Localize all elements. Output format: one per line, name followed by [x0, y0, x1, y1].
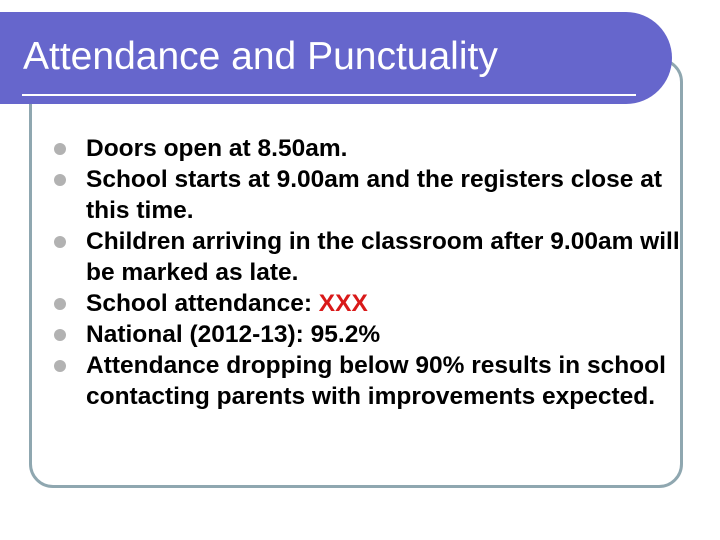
slide-title: Attendance and Punctuality	[23, 35, 498, 78]
bullet-text: School attendance:	[86, 290, 319, 317]
bullet-item	[0, 288, 700, 319]
bullet-item	[0, 164, 700, 226]
bullet-item	[0, 226, 700, 288]
bullet-dot-icon	[54, 298, 66, 310]
bullet-dot-icon	[54, 360, 66, 372]
bullet-dot-icon	[54, 143, 66, 155]
bullet-text: Doors open at 8.50am.	[86, 135, 348, 162]
bullet-item	[0, 350, 700, 412]
title-underline	[22, 94, 636, 96]
bullet-text: Children arriving in the classroom after 9.00am will be marked as late.	[86, 228, 680, 286]
bullet-text: School starts at 9.00am and the registers close at this time.	[86, 166, 662, 224]
attendance-value: XXX	[318, 290, 368, 317]
bullet-dot-icon	[54, 329, 66, 341]
bullet-item	[0, 319, 700, 350]
bullet-text: National (2012-13): 95.2%	[86, 321, 381, 348]
bullet-text: Attendance dropping below 90% results in school contacting parents with improvements expected.	[86, 352, 666, 410]
bullet-item	[0, 133, 700, 164]
bullet-dot-icon	[54, 174, 66, 186]
bullet-dot-icon	[54, 236, 66, 248]
bullet-list	[0, 133, 700, 412]
